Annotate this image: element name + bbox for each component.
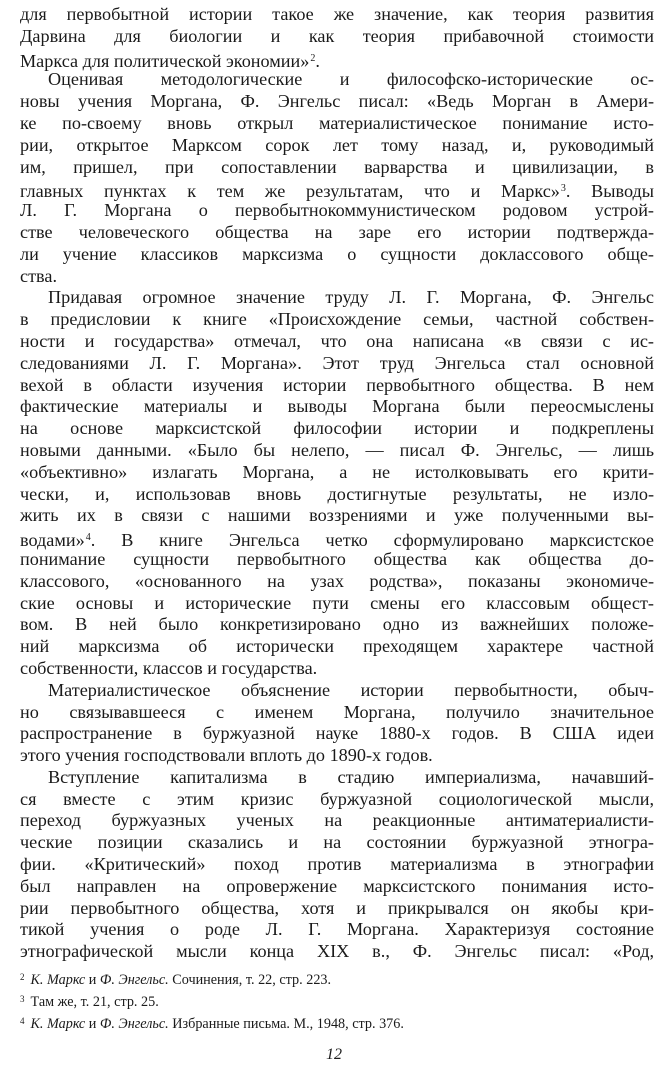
text-line — [20, 375, 654, 397]
text-line-content: следованиями Л. Г. Моргана». Этот труд Энгельса стал основной — [20, 352, 654, 373]
text-line-content: Оценивая методологические и философско-исторические ос- — [48, 69, 654, 90]
text-line — [20, 353, 654, 375]
text-line — [20, 549, 654, 571]
footnote-author: К. Маркс — [30, 972, 86, 988]
text-line-tail: . Выводы — [565, 181, 654, 202]
text-line — [20, 810, 654, 832]
text-line-content: был направлен на опровержение марксистского понимания исто- — [20, 875, 654, 896]
text-line-content: Придавая огромное значение труду Л. Г. Моргана, Ф. Энгельс — [48, 287, 654, 308]
footnote-text: Сочинения, т. 22, стр. 223. — [172, 972, 332, 988]
text-line-content: вехой в области изучения истории первобытного общества. В нем — [20, 374, 654, 395]
text-line — [20, 135, 654, 157]
footnote — [20, 968, 652, 990]
text-line-content: но связывавшееся с именем Моргана, получило значительное — [20, 701, 654, 722]
footnote-reference: 2 — [310, 52, 316, 64]
text-line-content: тикой учения о роде Л. Г. Моргана. Характеризуя состояние — [20, 919, 654, 940]
text-line-content: жить их в связи с нашими воззрениями и уже полученными вы- — [20, 505, 654, 526]
footnote-author: К. Маркс — [30, 1016, 86, 1032]
text-line — [20, 244, 654, 266]
text-line — [20, 222, 654, 244]
footnote-text: Там же, т. 21, стр. 25. — [30, 994, 159, 1010]
text-line — [20, 854, 654, 876]
text-line — [20, 69, 654, 91]
text-line — [20, 331, 654, 353]
text-line-content: стве человеческого общества на заре его истории подтвержда- — [20, 221, 654, 242]
text-line — [20, 789, 654, 811]
text-line-content: переход буржуазных ученых на реакционные антиматериалисти- — [20, 810, 654, 831]
footnote — [20, 990, 652, 1012]
text-line-content: фии. «Критический» поход против материализма в этнографии — [20, 854, 654, 875]
footnote-conjunction: и — [88, 972, 97, 988]
text-line-content: Дарвина для биологии и как теория прибавочной стоимости — [20, 25, 654, 46]
text-line-content: Маркса для политической экономии» — [20, 50, 310, 71]
text-line — [20, 200, 654, 222]
text-line-content: Л. Г. Моргана о первобытнокоммунистическом родовом устрой- — [20, 200, 654, 221]
text-line-tail: . — [315, 50, 320, 71]
text-line — [20, 614, 654, 636]
text-line — [20, 593, 654, 615]
text-line-content: в предисловии к книге «Происхождение семьи, частной собствен- — [20, 309, 654, 330]
footnote-number: 4 — [20, 1016, 25, 1026]
text-line-content: чески, и, использовав вновь достигнутые результаты, не изло- — [20, 483, 654, 504]
text-line — [20, 440, 654, 462]
text-line-tail: . В книге Энгельса четко сформулировано марксистское — [90, 530, 654, 551]
footnote-author: Ф. Энгельс. — [99, 972, 169, 988]
text-line — [20, 157, 654, 179]
text-line-content: ческие позиции сказались и на состоянии буржуазной этногра- — [20, 832, 654, 853]
text-line-content: ские основы и исторические пути смены его классовым общест- — [20, 592, 654, 613]
text-line — [20, 527, 654, 549]
text-line-content: новыми данными. «Было бы нелепо, — писал Ф. Энгельс, — лишь — [20, 439, 654, 460]
main-text — [20, 4, 654, 963]
text-line — [20, 505, 654, 527]
text-line — [20, 876, 654, 898]
text-line-content: главных пунктах к тем же результатам, что и Маркс» — [20, 181, 560, 202]
text-line-content: для первобытной истории такое же значение, как теория развития — [20, 4, 654, 24]
text-line — [20, 919, 654, 941]
footnote-conjunction: и — [88, 1016, 97, 1032]
text-line-content: собственности, классов и государства. — [20, 657, 318, 678]
text-line — [20, 26, 654, 48]
text-line-content: фактические материалы и выводы Моргана были переосмыслены — [20, 396, 654, 417]
text-line — [20, 309, 654, 331]
text-line-content: распространение в буржуазной науке 1880-х годов. В США идеи — [20, 723, 654, 744]
text-line — [20, 898, 654, 920]
text-line — [20, 418, 654, 440]
footnote-text: Избранные письма. М., 1948, стр. 376. — [172, 1016, 404, 1032]
text-line-content: на основе марксистской философии истории и подкреплены — [20, 418, 654, 439]
text-line — [20, 48, 654, 70]
text-line-content: Вступление капитализма в стадию империализма, начавший- — [48, 766, 654, 787]
text-line-content: ли учение классиков марксизма о сущности доклассового обще- — [20, 243, 654, 264]
text-line — [20, 636, 654, 658]
footnote-reference: 3 — [560, 183, 566, 195]
text-line-content: ства. — [20, 265, 57, 286]
footnote-author: Ф. Энгельс. — [99, 1016, 169, 1032]
text-line — [20, 4, 654, 26]
text-line — [20, 767, 654, 789]
text-line-content: этнографической мысли конца XIX в., Ф. Энгельс писал: «Род, — [20, 941, 654, 962]
text-line — [20, 680, 654, 702]
text-line — [20, 658, 654, 680]
text-line — [20, 832, 654, 854]
text-line-content: ности и государства» отмечал, что она написана «в связи с ис- — [20, 330, 654, 351]
text-line-content: классового, «основанного на узах родства», показаны экономиче- — [20, 570, 654, 591]
footnote-number: 3 — [20, 994, 25, 1004]
text-line — [20, 723, 654, 745]
text-line — [20, 941, 654, 963]
text-line-content: рии первобытного общества, хотя и прикрывался он якобы кри- — [20, 897, 654, 918]
text-line — [20, 745, 654, 767]
text-line — [20, 287, 654, 309]
text-line — [20, 462, 654, 484]
text-line — [20, 178, 654, 200]
text-line-content: новы учения Моргана, Ф. Энгельс писал: «Ведь Морган в Амери- — [20, 91, 654, 112]
text-line-content: им, пришел, при сопоставлении варварства и цивилизации, в — [20, 156, 654, 177]
text-line — [20, 484, 654, 506]
text-line-content: «объективно» излагать Моргана, а не истолковывать его крити- — [20, 461, 654, 482]
text-line-content: понимание сущности первобытного общества как общества до- — [20, 548, 654, 569]
text-line-content: ся вместе с этим кризис буржуазной социологической мысли, — [20, 788, 654, 809]
text-line-content: вом. В ней было конкретизировано одно из важнейших положе- — [20, 614, 654, 635]
text-line — [20, 113, 654, 135]
text-line-content: водами» — [20, 530, 85, 551]
text-line-content: рии, открытое Марксом сорок лет тому назад, и, руководимый — [20, 134, 654, 155]
footnote — [20, 1012, 652, 1034]
text-line-content: этого учения господствовали вплоть до 1890-х годов. — [20, 745, 433, 766]
text-line-content: ний марксизма об исторически преходящем характере частной — [20, 636, 654, 657]
text-line — [20, 702, 654, 724]
footnote-number: 2 — [20, 972, 25, 982]
text-line — [20, 91, 654, 113]
text-line — [20, 396, 654, 418]
text-line — [20, 266, 654, 288]
footnotes — [20, 968, 652, 1034]
page-number: 12 — [326, 1046, 342, 1063]
footnote-reference: 4 — [85, 532, 91, 544]
text-line — [20, 571, 654, 593]
text-line-content: ке по-своему вновь открыл материалистическое понимание исто- — [20, 112, 654, 133]
text-line-content: Материалистическое объяснение истории первобытности, обыч- — [48, 679, 654, 700]
